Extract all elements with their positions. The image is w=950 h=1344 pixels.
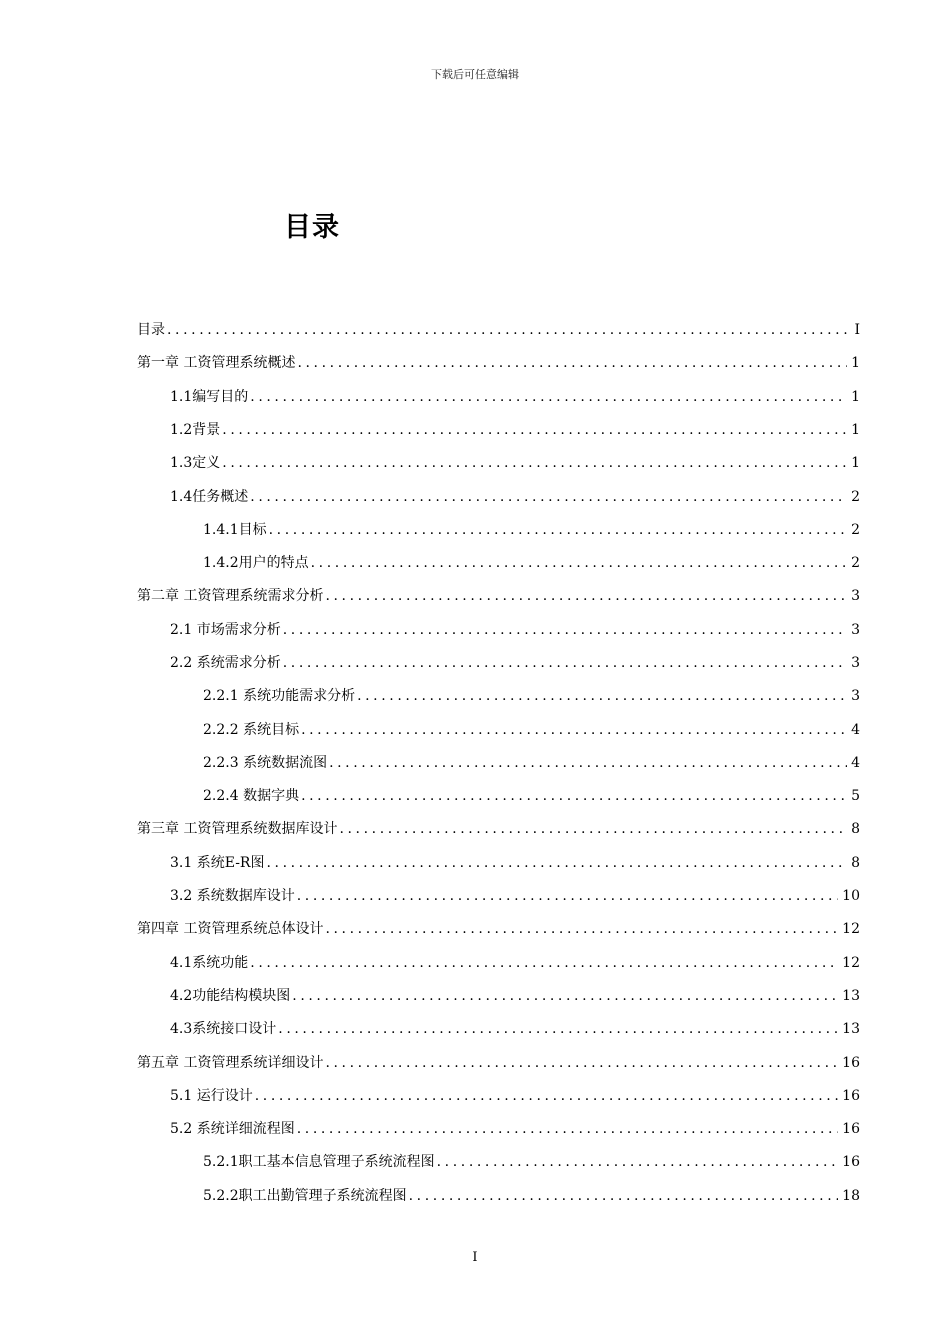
toc-entry-label: 5.2 系统详细流程图: [170, 1121, 295, 1137]
toc-entry[interactable]: [170, 418, 860, 442]
toc-entry-label: 2.2 系统需求分析: [170, 655, 281, 671]
page-title: 目录: [284, 212, 340, 243]
toc-entry-label: 1.4.2用户的特点: [203, 555, 309, 571]
toc-entry-page: 3: [851, 622, 860, 638]
toc-entry-label: 1.1编写目的: [170, 389, 249, 405]
toc-entry-label: 5.2.1职工基本信息管理子系统流程图: [203, 1154, 435, 1170]
toc-entry-label: 1.2背景: [170, 422, 221, 438]
toc-entry[interactable]: [203, 751, 860, 775]
toc-dot-leader: [325, 1051, 838, 1075]
toc-entry-label: 5.1 运行设计: [170, 1088, 253, 1104]
toc-entry-page: 1: [851, 455, 860, 471]
toc-entry-page: 16: [842, 1121, 860, 1137]
toc-entry-page: 12: [842, 921, 860, 937]
toc-entry-label: 2.2.4 数据字典: [203, 788, 300, 804]
toc-dot-leader: [167, 318, 850, 342]
toc-entry-page: 4: [851, 722, 860, 738]
toc-dot-leader: [292, 984, 838, 1008]
toc-entry[interactable]: [137, 1051, 860, 1075]
toc-entry-label: 4.2功能结构模块图: [170, 988, 291, 1004]
toc-entry-page: 1: [851, 422, 860, 438]
toc-entry-label: 2.2.2 系统目标: [203, 722, 300, 738]
toc-entry-label: 4.3系统接口设计: [170, 1021, 277, 1037]
toc-entry[interactable]: [170, 385, 860, 409]
toc-dot-leader: [325, 584, 847, 608]
toc-dot-leader: [269, 518, 847, 542]
toc-dot-leader: [283, 618, 847, 642]
toc-entry-page: 3: [851, 588, 860, 604]
toc-entry-label: 5.2.2职工出勤管理子系统流程图: [203, 1188, 407, 1204]
toc-dot-leader: [266, 851, 847, 875]
toc-dot-leader: [409, 1184, 839, 1208]
toc-entry-page: 1: [851, 355, 860, 371]
toc-dot-leader: [283, 651, 847, 675]
toc-entry[interactable]: [170, 984, 860, 1008]
toc-entry[interactable]: [137, 817, 860, 841]
toc-entry[interactable]: [170, 884, 860, 908]
toc-entry[interactable]: [170, 951, 860, 975]
toc-entry[interactable]: [203, 1150, 860, 1174]
header-note: 下载后可任意编辑: [431, 68, 519, 81]
toc-entry-page: 16: [842, 1154, 860, 1170]
toc-entry[interactable]: [203, 1184, 860, 1208]
toc-dot-leader: [301, 718, 847, 742]
toc-dot-leader: [278, 1017, 838, 1041]
toc-entry-label: 1.4任务概述: [170, 489, 249, 505]
toc-entry[interactable]: [137, 318, 860, 342]
toc-entry-label: 目录: [137, 322, 165, 338]
toc-entry-label: 2.1 市场需求分析: [170, 622, 281, 638]
toc-entry[interactable]: [170, 651, 860, 675]
page-number: I: [472, 1250, 478, 1265]
toc-entry-label: 4.1系统功能: [170, 955, 249, 971]
toc-entry[interactable]: [170, 1017, 860, 1041]
toc-entry-page: 8: [851, 821, 860, 837]
toc-entry-page: 2: [851, 555, 860, 571]
toc-entry-label: 第四章 工资管理系统总体设计: [137, 921, 324, 937]
toc-dot-leader: [297, 1117, 838, 1141]
toc-entry[interactable]: [203, 684, 860, 708]
toc-dot-leader: [329, 751, 847, 775]
toc-entry-page: 12: [842, 955, 860, 971]
toc-entry[interactable]: [170, 618, 860, 642]
toc-dot-leader: [297, 351, 847, 375]
toc-entry-page: 2: [851, 522, 860, 538]
toc-dot-leader: [301, 784, 847, 808]
toc-entry[interactable]: [203, 718, 860, 742]
toc-entry[interactable]: [170, 451, 860, 475]
toc-entry-label: 第五章 工资管理系统详细设计: [137, 1055, 324, 1071]
toc-dot-leader: [250, 385, 847, 409]
toc-entry-page: 2: [851, 489, 860, 505]
toc-entry[interactable]: [137, 917, 860, 941]
toc-entry[interactable]: [137, 351, 860, 375]
toc-entry-page: 1: [851, 389, 860, 405]
toc-entry-page: 5: [851, 788, 860, 804]
toc-entry[interactable]: [170, 485, 860, 509]
toc-entry-page: 10: [842, 888, 860, 904]
toc-entry[interactable]: [170, 851, 860, 875]
toc-entry-page: 16: [842, 1088, 860, 1104]
toc-entry-label: 2.2.1 系统功能需求分析: [203, 688, 356, 704]
toc-entry-page: 4: [851, 755, 860, 771]
toc-entry-label: 第三章 工资管理系统数据库设计: [137, 821, 338, 837]
toc-entry-label: 3.1 系统E-R图: [170, 855, 265, 871]
toc-entry-label: 3.2 系统数据库设计: [170, 888, 295, 904]
toc-entry-page: 18: [842, 1188, 860, 1204]
toc-dot-leader: [325, 917, 838, 941]
toc-entry-page: 3: [851, 688, 860, 704]
toc-dot-leader: [222, 451, 847, 475]
toc-dot-leader: [250, 951, 838, 975]
toc-entry-label: 第二章 工资管理系统需求分析: [137, 588, 324, 604]
toc-entry-page: I: [854, 322, 860, 338]
toc-entry-label: 1.4.1目标: [203, 522, 267, 538]
toc-entry-page: 3: [851, 655, 860, 671]
toc-entry[interactable]: [203, 518, 860, 542]
toc-dot-leader: [357, 684, 847, 708]
toc-dot-leader: [297, 884, 838, 908]
toc-entry-page: 13: [842, 1021, 860, 1037]
toc-dot-leader: [222, 418, 847, 442]
toc-entry[interactable]: [170, 1117, 860, 1141]
toc-dot-leader: [250, 485, 847, 509]
toc-entry[interactable]: [203, 551, 860, 575]
toc-dot-leader: [255, 1084, 838, 1108]
toc-entry[interactable]: [203, 784, 860, 808]
toc-entry-page: 8: [851, 855, 860, 871]
toc-entry-label: 2.2.3 系统数据流图: [203, 755, 328, 771]
toc-dot-leader: [437, 1150, 839, 1174]
toc-entry-label: 1.3定义: [170, 455, 221, 471]
toc-entry-page: 13: [842, 988, 860, 1004]
toc-entry[interactable]: [137, 584, 860, 608]
toc-dot-leader: [311, 551, 847, 575]
toc-entry[interactable]: [170, 1084, 860, 1108]
toc-dot-leader: [339, 817, 847, 841]
toc-entry-page: 16: [842, 1055, 860, 1071]
toc-entry-label: 第一章 工资管理系统概述: [137, 355, 296, 371]
